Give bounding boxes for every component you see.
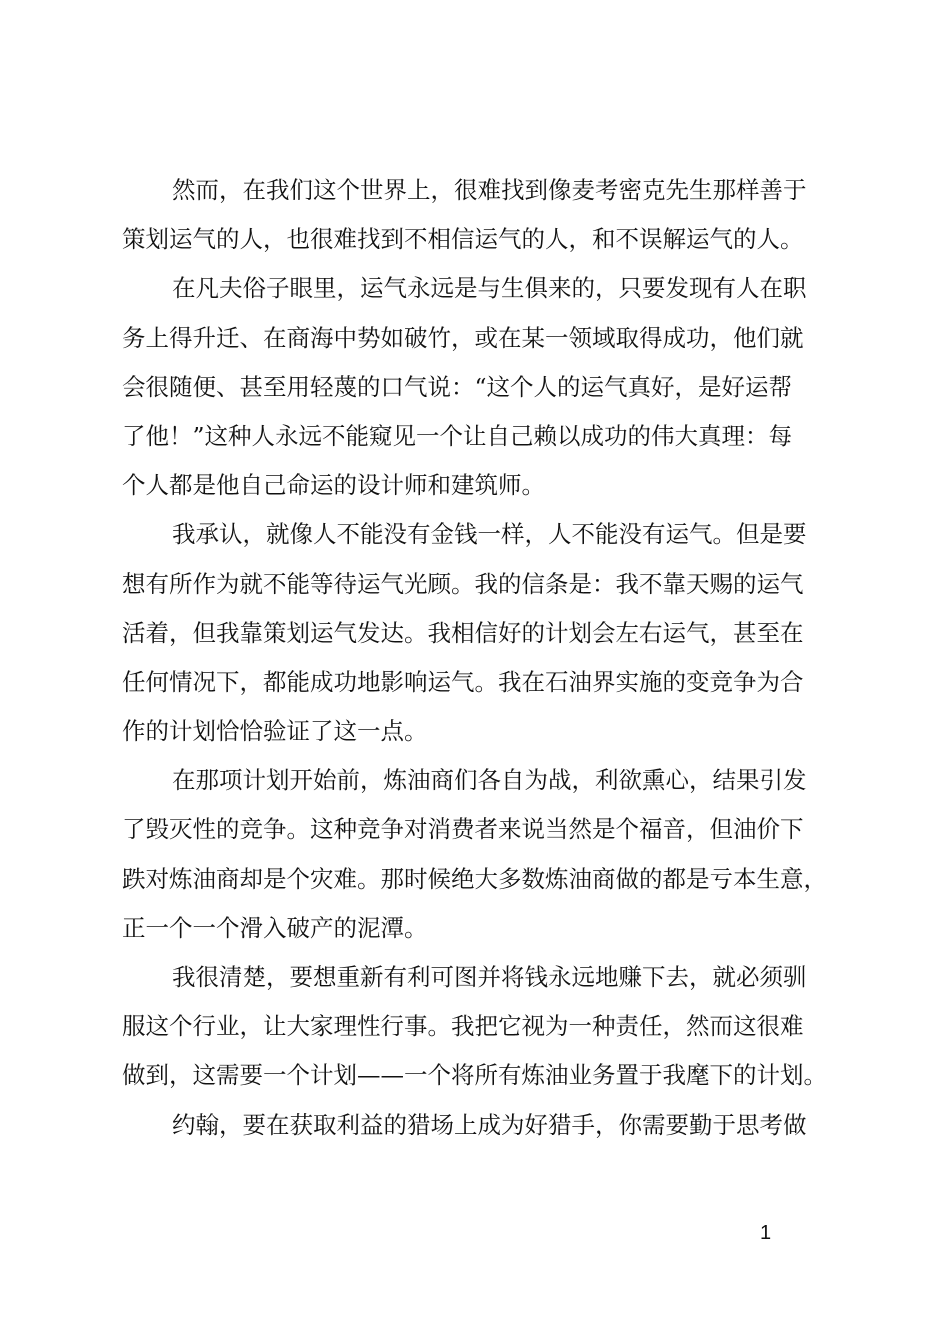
text-line: 了毁灭性的竞争。这种竞争对消费者来说当然是个福音，但油价下: [122, 815, 804, 844]
text-line: 我承认，就像人不能没有金钱一样，人不能没有运气。但是要: [172, 520, 807, 549]
text-line: 活着，但我靠策划运气发达。我相信好的计划会左右运气，甚至在: [122, 618, 804, 647]
text-line: 任何情况下，都能成功地影响运气。我在石油界实施的变竞争为合: [122, 667, 804, 696]
text-line: 作的计划恰恰验证了这一点。: [122, 717, 428, 746]
text-line: 在那项计划开始前，炼油商们各自为战，利欲熏心，结果引发: [172, 766, 807, 795]
text-line: 在凡夫俗子眼里，运气永远是与生俱来的，只要发现有人在职: [172, 274, 807, 303]
text-line: 我很清楚，要想重新有利可图并将钱永远地赚下去，就必须驯: [172, 963, 807, 991]
text-line: 策划运气的人，也很难找到不相信运气的人，和不误解运气的人。: [122, 225, 804, 254]
text-line: 正一个一个滑入破产的泥潭。: [122, 913, 428, 942]
text-line: 服这个行业，让大家理性行事。我把它视为一种责任，然而这很难: [122, 1012, 804, 1041]
text-line: 了他！”这种人永远不能窥见一个让自己赖以成功的伟大真理：每: [122, 421, 793, 450]
text-line: 然而，在我们这个世界上，很难找到像麦考密克先生那样善于: [172, 176, 807, 204]
text-line: 约翰，要在获取利益的猎场上成为好猎手，你需要勤于思考做: [172, 1110, 807, 1139]
body-text: [122, 166, 840, 1150]
text-line: 务上得升迁、在商海中势如破竹，或在某一领域取得成功，他们就: [122, 323, 804, 352]
text-line: 想有所作为就不能等待运气光顾。我的信条是：我不靠天赐的运气: [122, 569, 804, 598]
text-line: 会很随便、甚至用轻蔑的口气说：“这个人的运气真好，是好运帮: [122, 372, 793, 401]
text-line: 个人都是他自己命运的设计师和建筑师。: [122, 471, 545, 500]
text-line: 做到，这需要一个计划——一个将所有炼油业务置于我麾下的计划。: [122, 1061, 827, 1090]
text-line: 跌对炼油商却是个灾难。那时候绝大多数炼油商做的都是亏本生意，: [122, 864, 827, 893]
page-number: 1: [760, 1222, 772, 1244]
